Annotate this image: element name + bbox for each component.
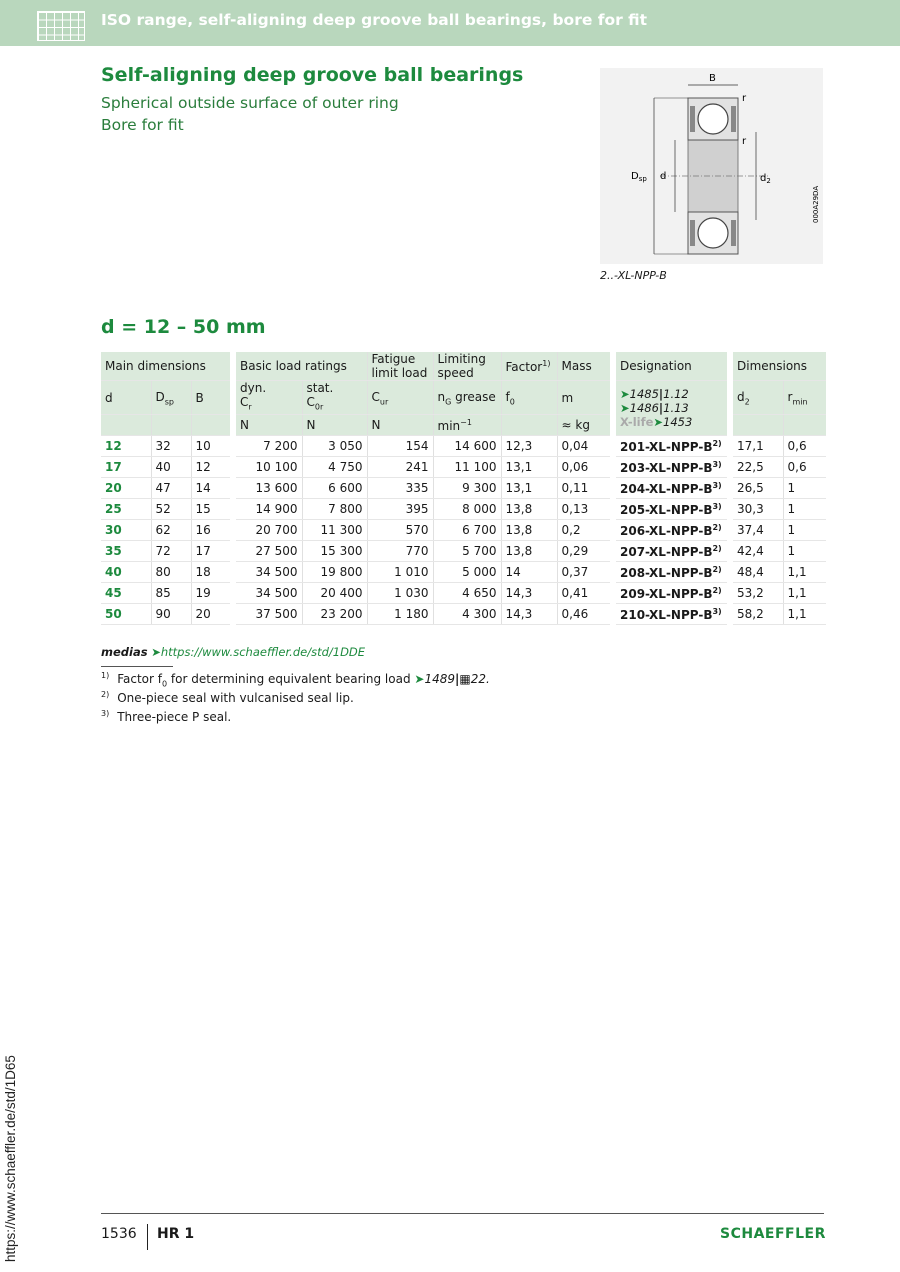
svg-text:d: d (660, 171, 667, 182)
cell-cr: 34 500 (236, 583, 302, 604)
cell-ng: 9 300 (433, 478, 501, 499)
table-units-row: N N N $\min^{-1}$ ≈ kg (101, 415, 826, 436)
cell-d: 40 (101, 562, 151, 583)
col-mass: Mass (557, 352, 610, 381)
cell-rmin: 0,6 (783, 457, 826, 478)
cell-rmin: 1,1 (783, 604, 826, 625)
cell-dsp: 85 (151, 583, 191, 604)
col-dimensions: Dimensions (733, 352, 826, 381)
cell-c0r: 20 400 (302, 583, 367, 604)
cell-designation: $208-XL-NPP-B^{2)}$ (616, 562, 727, 583)
cell-f0: 14 (501, 562, 557, 583)
col-factor: Factor$^{1)}$ (501, 352, 557, 381)
cell-b: 14 (191, 478, 230, 499)
cell-dsp: 32 (151, 436, 191, 457)
cell-dsp: 72 (151, 541, 191, 562)
cell-b: 19 (191, 583, 230, 604)
cell-c0r: 11 300 (302, 520, 367, 541)
table-sub-header: d $D_{sp}$ B dyn. $C_r$ stat. $C_{0r}$ $C_{ur}$ $n_G$ grease $f_0$ m ➤1485|1.12 ➤1486|1.13 X-life➤1453 $d_2$ $r_{min}$ (101, 381, 826, 415)
cell-b: 10 (191, 436, 230, 457)
cell-d: 30 (101, 520, 151, 541)
cell-d2: 53,2 (733, 583, 783, 604)
cell-b: 15 (191, 499, 230, 520)
table-row (101, 436, 826, 457)
col-basic-load-ratings: Basic load ratings (236, 352, 367, 381)
cell-f0: 13,1 (501, 478, 557, 499)
cell-d2: 42,4 (733, 541, 783, 562)
table-row (101, 604, 826, 625)
svg-text:r: r (742, 93, 747, 104)
cell-cur: 154 (367, 436, 433, 457)
bearing-cross-section-icon (600, 68, 823, 264)
table-row (101, 562, 826, 583)
cell-dsp: 40 (151, 457, 191, 478)
cell-d2: 58,2 (733, 604, 783, 625)
cell-designation: $206-XL-NPP-B^{2)}$ (616, 520, 727, 541)
table-row (101, 478, 826, 499)
cell-cur: 1 180 (367, 604, 433, 625)
subtitle-outer-ring: Spherical outside surface of outer ring (101, 94, 399, 112)
table-row (101, 583, 826, 604)
cell-d2: 37,4 (733, 520, 783, 541)
table-row (101, 457, 826, 478)
cell-mass: 0,29 (557, 541, 610, 562)
cell-b: 18 (191, 562, 230, 583)
col-main-dimensions: Main dimensions (101, 352, 230, 381)
table-group-header (101, 352, 826, 381)
cell-mass: 0,46 (557, 604, 610, 625)
cell-f0: 14,3 (501, 583, 557, 604)
cell-designation: $205-XL-NPP-B^{3)}$ (616, 499, 727, 520)
cell-cur: 1 030 (367, 583, 433, 604)
cell-ng: 11 100 (433, 457, 501, 478)
bearing-drawing (600, 68, 823, 264)
cell-c0r: 4 750 (302, 457, 367, 478)
cell-f0: 12,3 (501, 436, 557, 457)
cell-mass: 0,06 (557, 457, 610, 478)
cell-f0: 13,1 (501, 457, 557, 478)
book-code: HR 1 (157, 1226, 195, 1242)
cell-cur: 770 (367, 541, 433, 562)
footer-divider (101, 1213, 824, 1214)
bearing-table (101, 352, 826, 625)
cell-c0r: 15 300 (302, 541, 367, 562)
medias-link[interactable]: medias ➤https://www.schaeffler.de/std/1DDE (101, 645, 366, 659)
grid-icon (37, 11, 85, 41)
brand-logo: SCHAEFFLER (720, 1226, 826, 1242)
cell-cr: 10 100 (236, 457, 302, 478)
cell-dsp: 52 (151, 499, 191, 520)
svg-text:r: r (742, 136, 747, 147)
col-designation: Designation (616, 352, 727, 381)
cell-d: 25 (101, 499, 151, 520)
cell-d2: 17,1 (733, 436, 783, 457)
cell-mass: 0,2 (557, 520, 610, 541)
cell-mass: 0,37 (557, 562, 610, 583)
cell-c0r: 23 200 (302, 604, 367, 625)
cell-cur: 335 (367, 478, 433, 499)
cell-mass: 0,41 (557, 583, 610, 604)
subtitle-bore: Bore for fit (101, 116, 184, 134)
cell-cur: 395 (367, 499, 433, 520)
cell-ng: 5 700 (433, 541, 501, 562)
cell-cr: 7 200 (236, 436, 302, 457)
cell-ng: 6 700 (433, 520, 501, 541)
page-title: Self-aligning deep groove ball bearings (101, 64, 524, 86)
cell-rmin: 1,1 (783, 583, 826, 604)
cell-ng: 5 000 (433, 562, 501, 583)
cell-d: 35 (101, 541, 151, 562)
svg-text:B: B (709, 73, 716, 84)
page-number: 1536 (101, 1226, 137, 1242)
cell-b: 17 (191, 541, 230, 562)
cell-d2: 22,5 (733, 457, 783, 478)
cell-designation: $209-XL-NPP-B^{2)}$ (616, 583, 727, 604)
cell-cur: 1 010 (367, 562, 433, 583)
cell-d: 50 (101, 604, 151, 625)
cell-c0r: 3 050 (302, 436, 367, 457)
cell-c0r: 19 800 (302, 562, 367, 583)
cell-f0: 14,3 (501, 604, 557, 625)
footnote-1: $^{1)}$ Factor $f_0$ for determining equivalent bearing load ➤1489|▦22. (101, 671, 490, 689)
svg-text:d2: $d_2$ (760, 173, 771, 185)
svg-text:Dsp: $D_{sp}$ (631, 171, 647, 183)
cell-mass: 0,13 (557, 499, 610, 520)
sidebar-url[interactable]: https://www.schaeffler.de/std/1D65 (3, 1055, 18, 1262)
table-ref-icon: ▦ (459, 672, 471, 686)
cell-cr: 20 700 (236, 520, 302, 541)
cell-d2: 30,3 (733, 499, 783, 520)
cell-designation: $207-XL-NPP-B^{2)}$ (616, 541, 727, 562)
cell-rmin: 1 (783, 541, 826, 562)
cell-f0: 13,8 (501, 499, 557, 520)
cell-cur: 570 (367, 520, 433, 541)
footnote-2: $^{2)}$ One-piece seal with vulcanised seal lip. (101, 690, 354, 705)
table-row (101, 541, 826, 562)
footnote-divider (101, 666, 173, 667)
top-banner (0, 0, 900, 46)
footnote-3: $^{3)}$ Three-piece P seal. (101, 709, 232, 724)
cell-dsp: 47 (151, 478, 191, 499)
cell-mass: 0,11 (557, 478, 610, 499)
cell-d: 12 (101, 436, 151, 457)
table-row (101, 520, 826, 541)
cell-cr: 37 500 (236, 604, 302, 625)
cell-mass: 0,04 (557, 436, 610, 457)
cell-cr: 13 600 (236, 478, 302, 499)
cell-dsp: 90 (151, 604, 191, 625)
cell-b: 12 (191, 457, 230, 478)
cell-ng: 4 650 (433, 583, 501, 604)
cell-cr: 34 500 (236, 562, 302, 583)
cell-ng: 8 000 (433, 499, 501, 520)
col-limiting-speed: Limiting speed (433, 352, 501, 381)
svg-text:000A29DA: 000A29DA (812, 185, 820, 223)
cell-rmin: 1 (783, 478, 826, 499)
figure-caption: 2..-XL-NPP-B (600, 269, 667, 282)
cell-ng: 4 300 (433, 604, 501, 625)
cell-designation: $203-XL-NPP-B^{3)}$ (616, 457, 727, 478)
footer-separator (147, 1224, 148, 1250)
cell-d: 20 (101, 478, 151, 499)
cell-dsp: 80 (151, 562, 191, 583)
cell-rmin: 1 (783, 499, 826, 520)
cell-designation: $201-XL-NPP-B^{2)}$ (616, 436, 727, 457)
cell-cur: 241 (367, 457, 433, 478)
cell-f0: 13,8 (501, 541, 557, 562)
cell-cr: 27 500 (236, 541, 302, 562)
cell-d2: 26,5 (733, 478, 783, 499)
cell-c0r: 7 800 (302, 499, 367, 520)
cell-f0: 13,8 (501, 520, 557, 541)
cell-rmin: 1,1 (783, 562, 826, 583)
cell-d2: 48,4 (733, 562, 783, 583)
cell-rmin: 0,6 (783, 436, 826, 457)
cell-rmin: 1 (783, 520, 826, 541)
cell-c0r: 6 600 (302, 478, 367, 499)
catalog-references: ➤1485|1.12 ➤1486|1.13 X-life➤1453 (616, 381, 727, 436)
cell-designation: $204-XL-NPP-B^{3)}$ (616, 478, 727, 499)
cell-d: 17 (101, 457, 151, 478)
cell-cr: 14 900 (236, 499, 302, 520)
table-row (101, 499, 826, 520)
cell-d: 45 (101, 583, 151, 604)
cell-designation: $210-XL-NPP-B^{3)}$ (616, 604, 727, 625)
cell-b: 20 (191, 604, 230, 625)
bore-range-heading: d = 12 – 50 mm (101, 316, 266, 338)
cell-ng: 14 600 (433, 436, 501, 457)
cell-b: 16 (191, 520, 230, 541)
cell-dsp: 62 (151, 520, 191, 541)
col-fatigue: Fatigue limit load (367, 352, 433, 381)
banner-title: ISO range, self-aligning deep groove ball bearings, bore for fit (101, 11, 648, 29)
